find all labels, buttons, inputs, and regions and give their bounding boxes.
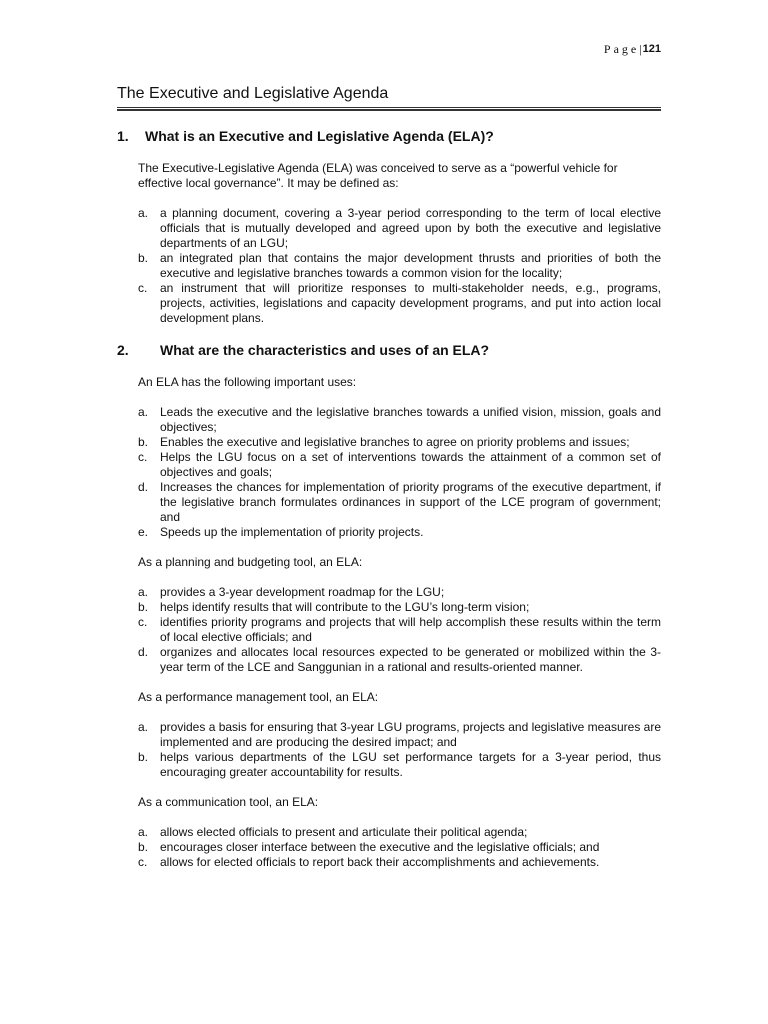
list-marker: c. <box>138 615 148 629</box>
section-title: What is an Executive and Legislative Agenda (ELA)? <box>145 128 494 144</box>
list-text: Enables the executive and legislative branches to agree on priority problems and issues; <box>160 435 630 449</box>
definition-list <box>138 206 661 326</box>
group-intro: As a communication tool, an ELA: <box>138 795 319 809</box>
list-item <box>138 840 661 855</box>
list-item <box>138 645 661 675</box>
list-marker: b. <box>138 840 149 854</box>
group-intro: As a performance management tool, an ELA: <box>138 690 379 704</box>
list-marker: b. <box>138 251 149 265</box>
list-item <box>138 855 661 870</box>
list-marker: b. <box>138 600 149 614</box>
list-item <box>138 525 661 540</box>
list-text: allows elected officials to present and articulate their political agenda; <box>160 825 528 839</box>
list-text: Increases the chances for implementation of priority programs of the executive department, if the legislative branch formulates ordinances in support of the LCE program of government; and <box>160 480 661 524</box>
page-header <box>117 36 661 62</box>
planning-tool-list <box>138 585 661 675</box>
list-text: provides a basis for ensuring that 3-year LGU programs, projects and legislative measures are implemented and are producing the desired impact; and <box>160 720 661 749</box>
list-text: Helps the LGU focus on a set of interventions towards the attainment of a common set of objectives and goals; <box>160 450 661 479</box>
list-marker: d. <box>138 480 149 494</box>
list-item <box>138 480 661 525</box>
list-text: Speeds up the implementation of priority projects. <box>160 525 424 539</box>
section-number: 1. <box>117 128 129 144</box>
section-title: What are the characteristics and uses of an ELA? <box>160 342 490 358</box>
list-marker: b. <box>138 750 149 764</box>
list-marker: a. <box>138 405 149 419</box>
list-text: an instrument that will prioritize responses to multi-stakeholder needs, e.g., programs, projects, activities, legislations and capacity development programs, and put into action local development plans. <box>160 281 661 325</box>
list-item <box>138 281 661 326</box>
list-marker: c. <box>138 450 148 464</box>
group-intro: An ELA has the following important uses: <box>138 375 357 389</box>
list-marker: a. <box>138 585 149 599</box>
list-text: helps identify results that will contribute to the LGU’s long-term vision; <box>160 600 530 614</box>
list-text: an integrated plan that contains the major development thrusts and priorities of both the executive and legislative branches towards a common vision for the locality; <box>160 251 661 280</box>
list-item <box>138 206 661 251</box>
list-text: Leads the executive and the legislative branches towards a unified vision, mission, goals and objectives; <box>160 405 661 434</box>
section-heading-1 <box>117 127 661 145</box>
page-separator: | <box>639 41 642 56</box>
list-item <box>138 825 661 840</box>
section-intro: The Executive-Legislative Agenda (ELA) was conceived to serve as a “powerful vehicle for effective local governance”. It may be defined as: <box>138 161 618 190</box>
list-marker: c. <box>138 855 148 869</box>
list-text: organizes and allocates local resources expected to be generated or mobilized within the 3-year term of the LCE and Sanggunian in a rational and results-oriented manner. <box>160 645 661 674</box>
list-item <box>138 720 661 750</box>
list-item <box>138 750 661 780</box>
section-heading-2 <box>117 341 661 359</box>
list-item <box>138 435 661 450</box>
document-page <box>117 36 661 885</box>
communication-tool-list <box>138 825 661 870</box>
list-text: helps various departments of the LGU set performance targets for a 3-year period, thus encouraging greater accountability for results. <box>160 750 661 779</box>
page-label: Page <box>603 41 640 56</box>
list-marker: e. <box>138 525 149 539</box>
uses-list <box>138 405 661 540</box>
performance-tool-list <box>138 720 661 780</box>
list-item <box>138 450 661 480</box>
section-number: 2. <box>117 342 129 358</box>
list-text: encourages closer interface between the executive and the legislative officials; and <box>160 840 600 854</box>
list-marker: a. <box>138 720 149 734</box>
list-marker: a. <box>138 206 149 220</box>
list-text: provides a 3-year development roadmap for the LGU; <box>160 585 445 599</box>
document-title: The Executive and Legislative Agenda <box>117 85 389 102</box>
list-text: identifies priority programs and projects that will help accomplish these results within the term of local elective officials; and <box>160 615 661 644</box>
title-underline <box>117 107 661 111</box>
group-intro: As a planning and budgeting tool, an ELA: <box>138 555 363 569</box>
list-item <box>138 600 661 615</box>
list-marker: c. <box>138 281 148 295</box>
list-item <box>138 405 661 435</box>
list-marker: a. <box>138 825 149 839</box>
page-number: 121 <box>642 43 661 55</box>
list-item <box>138 585 661 600</box>
list-item <box>138 615 661 645</box>
list-marker: d. <box>138 645 149 659</box>
list-text: a planning document, covering a 3-year period corresponding to the term of local elective officials that is mutually developed and agreed upon by both the executive and legislative departments of an LGU; <box>160 206 661 250</box>
list-marker: b. <box>138 435 149 449</box>
list-text: allows for elected officials to report back their accomplishments and achievements. <box>160 855 600 869</box>
list-item <box>138 251 661 281</box>
